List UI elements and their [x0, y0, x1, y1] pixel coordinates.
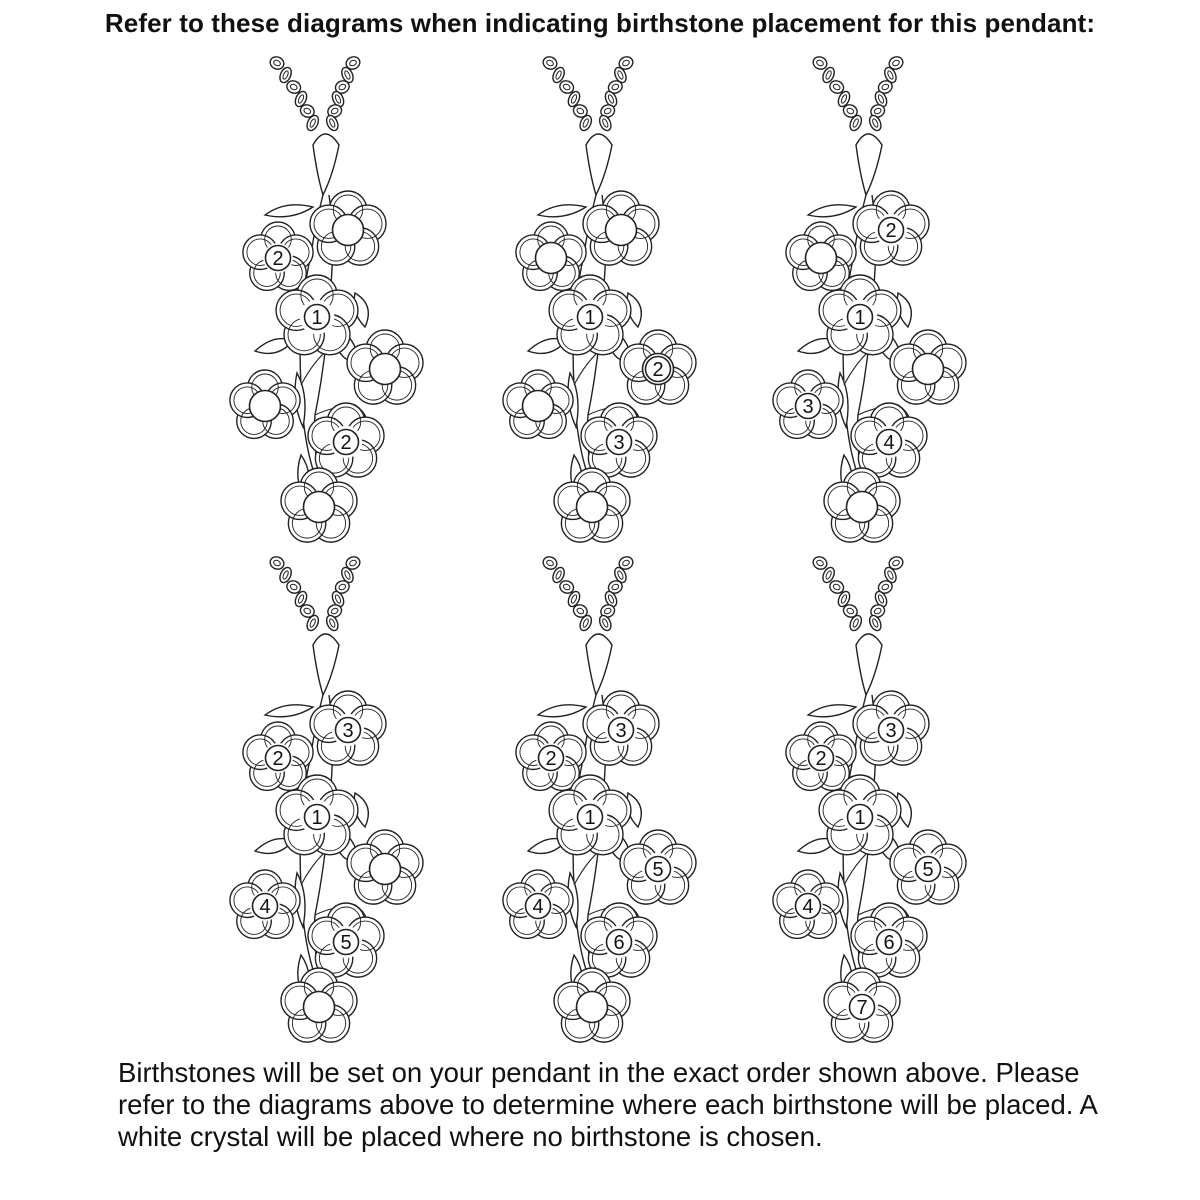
birthstone-number: 1: [311, 307, 323, 329]
birthstone-number: 6: [613, 932, 625, 954]
birthstone-number: 6: [883, 932, 895, 954]
birthstone-slot: [877, 930, 902, 955]
birthstone-slot: [250, 391, 281, 422]
birthstone-number: 2: [545, 748, 557, 770]
pendant-diagram-4: [205, 555, 475, 1045]
birthstone-slot: [847, 492, 878, 523]
birthstone-slot: [539, 746, 564, 771]
birthstone-slot: [523, 391, 554, 422]
birthstone-number: 4: [532, 896, 544, 918]
birthstone-number: 3: [342, 720, 354, 742]
birthstone-number: 1: [584, 807, 596, 829]
birthstone-number: 3: [802, 396, 814, 418]
birthstone-slot: [334, 930, 359, 955]
birthstone-number: 7: [856, 997, 868, 1019]
birthstone-number: 2: [340, 432, 352, 454]
placement-instructions: Birthstones will be set on your pendant in the exact order shown above. Please refer to the diagrams above to determine where each birthstone will be placed. A white crystal will be placed where no birthstone is chosen.: [118, 1057, 1097, 1152]
birthstone-slot: [578, 805, 603, 830]
birthstone-slot: [646, 857, 671, 882]
birthstone-number: 2: [652, 359, 664, 381]
birthstone-slot: [253, 894, 278, 919]
birthstone-slot: [370, 354, 401, 385]
birthstone-slot: [607, 930, 632, 955]
birthstone-slot: [304, 492, 335, 523]
birthstone-slot: [879, 218, 904, 243]
birthstone-number: 4: [259, 896, 271, 918]
birthstone-slot: [850, 995, 875, 1020]
birthstone-number: 5: [922, 859, 934, 881]
birthstone-slot: [336, 718, 361, 743]
birthstone-slot: [536, 243, 567, 274]
birthstone-number: 5: [340, 932, 352, 954]
birthstone-slot: [609, 718, 634, 743]
birthstone-slot: [646, 357, 671, 382]
birthstone-number: 3: [885, 720, 897, 742]
birthstone-slot: [266, 746, 291, 771]
birthstone-slot: [796, 894, 821, 919]
birthstone-slot: [334, 430, 359, 455]
pendant-diagram-2: [478, 55, 748, 545]
birthstone-number: 1: [584, 307, 596, 329]
birthstone-number: 5: [652, 859, 664, 881]
birthstone-slot: [916, 857, 941, 882]
birthstone-slot: [333, 215, 364, 246]
birthstone-slot: [848, 305, 873, 330]
birthstone-number: 1: [311, 807, 323, 829]
birthstone-slot: [578, 305, 603, 330]
birthstone-slot: [266, 246, 291, 271]
birthstone-slot: [877, 430, 902, 455]
pendant-diagram-1: [205, 55, 475, 545]
birthstone-slot: [370, 854, 401, 885]
birthstone-number: 2: [272, 748, 284, 770]
birthstone-slot: [607, 430, 632, 455]
birthstone-number: 3: [615, 720, 627, 742]
birthstone-slot: [796, 394, 821, 419]
birthstone-number: 2: [272, 248, 284, 270]
birthstone-slot: [806, 243, 837, 274]
birthstone-number: 1: [854, 807, 866, 829]
birthstone-slot: [577, 992, 608, 1023]
birthstone-slot: [526, 894, 551, 919]
birthstone-number: 2: [815, 748, 827, 770]
pendant-diagram-3: [748, 55, 1018, 545]
birthstone-slot: [848, 805, 873, 830]
birthstone-slot: [913, 354, 944, 385]
pendant-diagram-5: [478, 555, 748, 1045]
birthstone-slot: [305, 805, 330, 830]
birthstone-slot: [305, 305, 330, 330]
page-heading: Refer to these diagrams when indicating birthstone placement for this pendant:: [104, 8, 1096, 38]
pendant-diagram-6: [748, 555, 1018, 1045]
birthstone-number: 3: [613, 432, 625, 454]
birthstone-slot: [304, 992, 335, 1023]
birthstone-slot: [809, 746, 834, 771]
birthstone-slot: [606, 215, 637, 246]
birthstone-number: 2: [885, 220, 897, 242]
birthstone-number: 4: [802, 896, 814, 918]
birthstone-slot: [879, 718, 904, 743]
birthstone-slot: [577, 492, 608, 523]
birthstone-number: 4: [883, 432, 895, 454]
birthstone-number: 1: [854, 307, 866, 329]
